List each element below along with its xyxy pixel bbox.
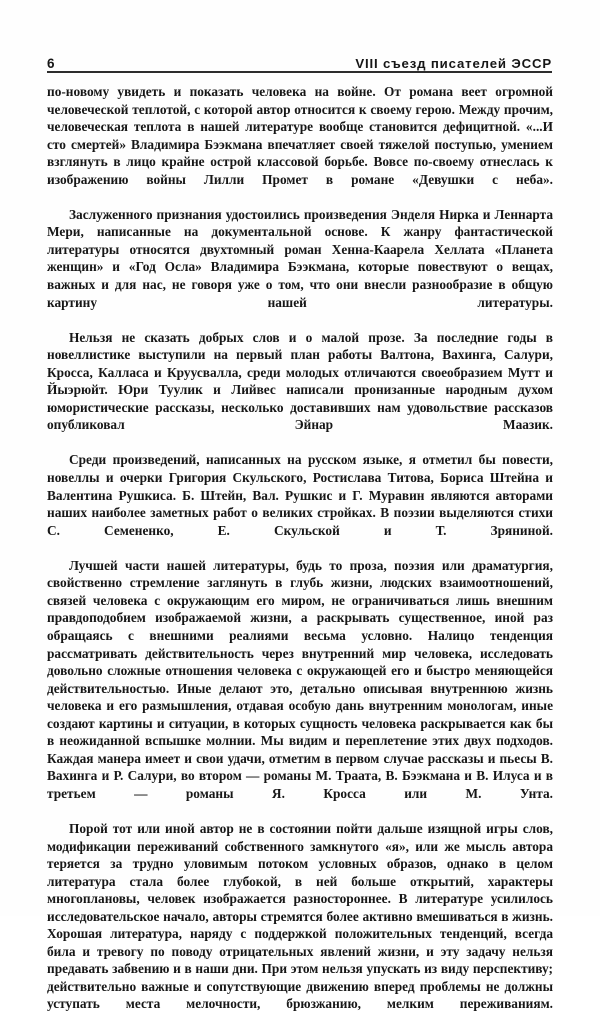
running-head — [47, 48, 552, 70]
paragraph: Лучшей части нашей литературы, будь то проза, поэзия или драматургия, свойственно стремление заглянуть в глубь жизни, людских взаимоотношений, связей человека с окружающим его миром, не ограничиваться лишь внешним правдоподобием изображаемой жизни, а раскрывать существенное, иной раз обращаясь с внешними реалиями весьма условно. Налицо тенденция рассматривать действительность через внутренний мир человека, исследовать довольно сложные отношения человека с окружающей его и быстро меняющейся действительностью. Иные делают это, детально описывая внутреннюю жизнь человека и его размышления, отдавая особую дань внутренним монологам, иные создают картины и ситуации, в которых сущность человека раскрывается как бы в неожиданной вспышке молнии. Мы видим и переплетение этих двух подходов. Каждая манера имеет и свои удачи, отметим в первом случае рассказы и пьесы В. Вахинга и Р. Салури, во втором — романы М. Траата, В. Бээкмана и В. Илуса и в третьем — романы Я. Кросса или М. Унта. — [47, 557, 553, 801]
paragraph: Нельзя не сказать добрых слов и о малой прозе. За последние годы в новеллистике выступили на первый план работы Валтона, Вахинга, Салури, Кросса, Калласа и Круусвалла, среди молодых отличаются своеобразием Мутт и Йыэрюйт. Юри Туулик и Лийвес написали пронизанные народным духом юмористические рассказы, несколько доставивших нам удовольствие рассказов опубликовал Эйнар Маазик. — [47, 329, 553, 433]
header-divider-rule — [47, 71, 552, 73]
paragraph: Заслуженного признания удостоились произведения Энделя Нирка и Леннарта Мери, написанные на документальной основе. К жанру фантастической литературы относятся двухтомный роман Хенна-Каарела Хеллата «Планета женщин» и «Год Осла» Владимира Бээкмана, которые повествуют о вещах, важных и для нас, не говоря уже о том, что они внесли разнообразие в общую картину нашей литературы. — [47, 206, 553, 310]
body-text-column — [47, 83, 553, 1031]
page-number: 6 — [47, 55, 55, 71]
paragraph: Порой тот или иной автор не в состоянии пойти дальше изящной игры слов, модификации переживаний собственного замкнутого «я», или же мысль автора теряется за трудно уловимым потоком условных образов, однако в целом литература стала более глубокой, в ней больше открытий, характеры многоплановы, человек изображается разностороннее. В литературе усилилось исследовательское начало, авторы стремятся более активно вмешиваться в жизнь. Хорошая литература, наряду с поддержкой положительных тенденций, всегда била и тревогу по поводу отрицательных явлений жизни, и эту задачу нельзя предавать забвению и в наши дни. При этом нельзя упускать из виду перспективу; действительно важные и сопутствующие движению вперед проблемы не должны уступать места мелочности, брюзжанию, мелким переживаниям. — [47, 820, 553, 1012]
running-head-title: VIII съезд писателей ЭССР — [355, 55, 552, 71]
paragraph: по-новому увидеть и показать человека на войне. От романа веет огромной человеческой теплотой, с которой автор относится к своему герою. Между прочим, человеческая теплота в нашей литературе вообще становится дефицитной. «...И сто смертей» Владимира Бээкмана впечатляет своей тяжелой поступью, умением взглянуть в лицо крайне острой классовой борьбе. Вовсе по-своему отнеслась к изображению войны Лилли Промет в романе «Девушки с неба». — [47, 84, 553, 187]
paragraph: Среди произведений, написанных на русском языке, я отметил бы повести, новеллы и очерки Григория Скульского, Ростислава Титова, Бориса Штейна и Валентина Рушкиса. Б. Штейн, Вал. Рушкис и Г. Муравин являются авторами наших наиболее заметных работ о великих стройках. В поэзии выделяются стихи С. Семененко, Е. Скульской и Т. Зряниной. — [47, 452, 553, 538]
